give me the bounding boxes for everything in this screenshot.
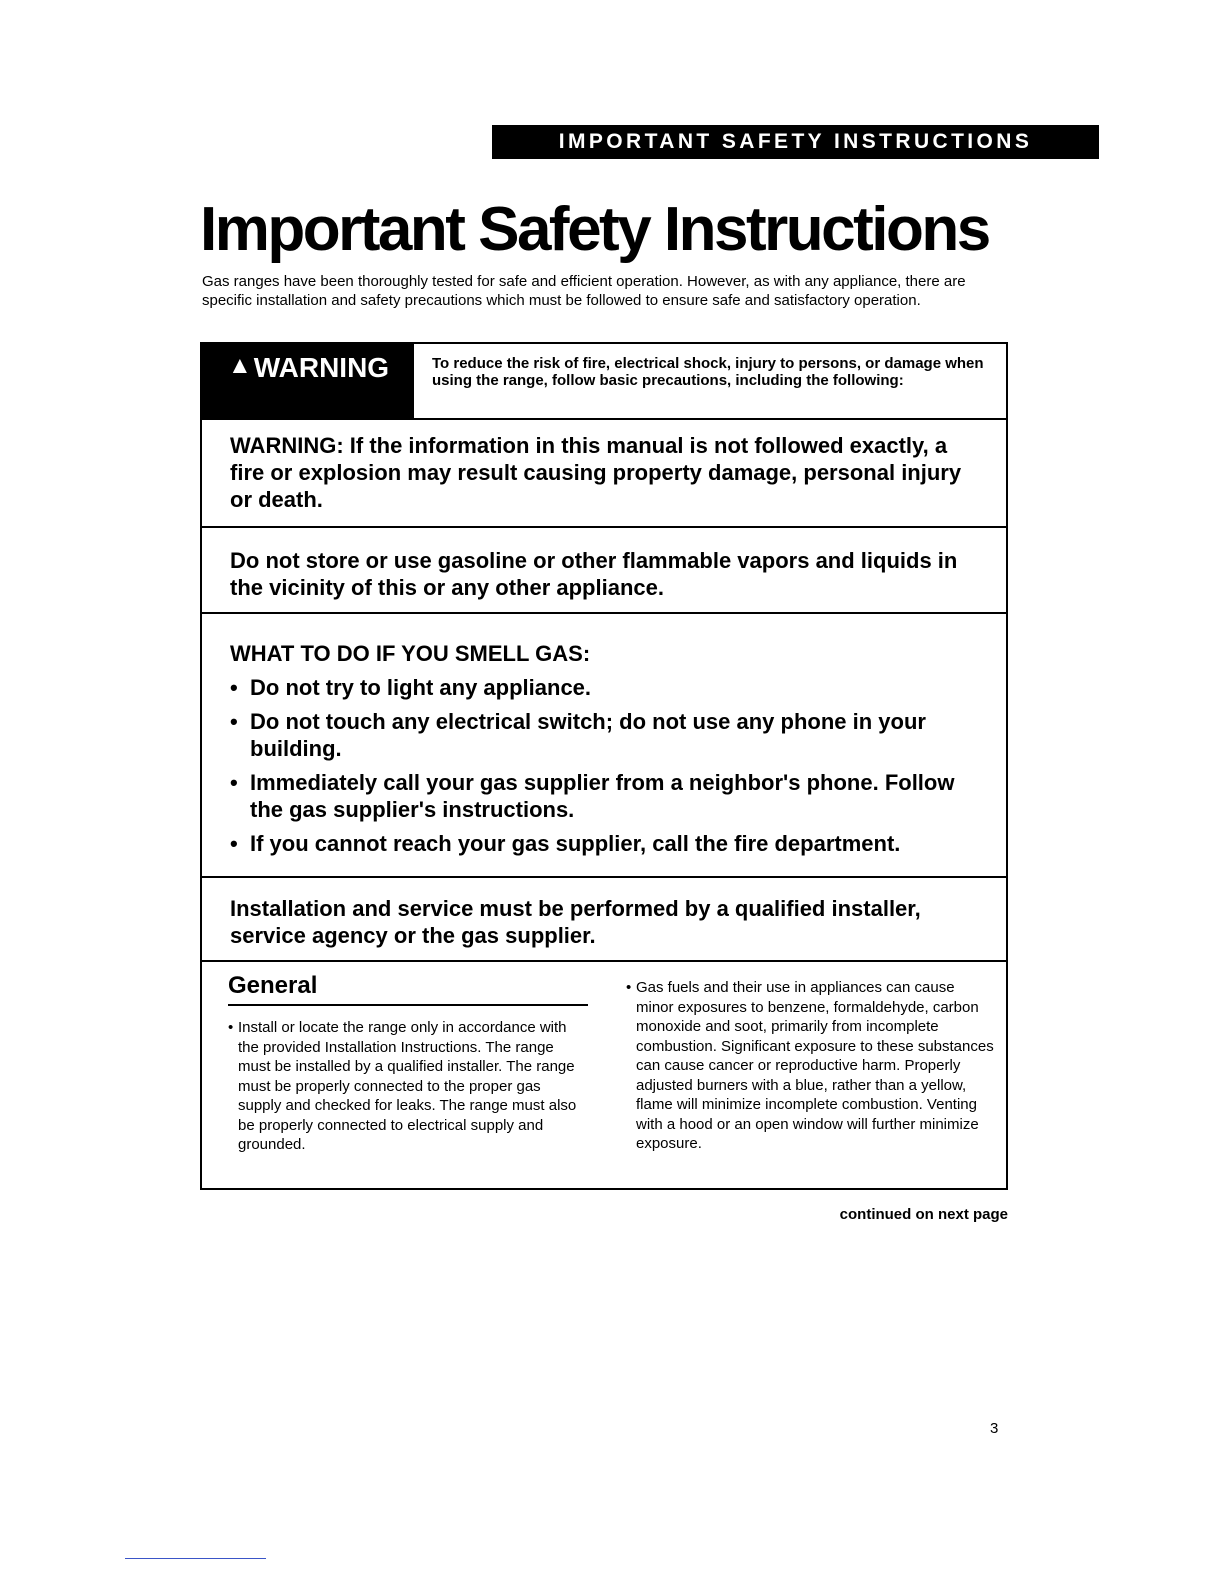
bullet: • bbox=[626, 979, 632, 996]
page-number: 3 bbox=[990, 1420, 999, 1437]
bullet: • bbox=[228, 1019, 234, 1036]
smell-gas-heading: WHAT TO DO IF YOU SMELL GAS: bbox=[230, 641, 591, 666]
general-right-column bbox=[626, 978, 994, 1154]
page-title: Important Safety Instructions bbox=[200, 195, 989, 264]
general-underline bbox=[228, 1004, 588, 1006]
list-item: • Immediately call your gas supplier from a neighbor's phone. Follow the gas supplier's instructions. bbox=[230, 769, 986, 823]
continued-note: continued on next page bbox=[839, 1206, 1008, 1223]
footnote-rule bbox=[125, 1558, 266, 1559]
safety-box bbox=[200, 420, 1008, 1190]
intro-paragraph: Gas ranges have been thoroughly tested for safe and efficient operation. However, as with any appliance, there are specific installation and safety precautions which must be followed to ensure safe and satisfactory operation. bbox=[202, 273, 966, 309]
list-item: • If you cannot reach your gas supplier, call the fire department. bbox=[230, 830, 986, 857]
warning-text: To reduce the risk of fire, electrical shock, injury to persons, or damage when using the range, follow basic precautions, including the following: bbox=[432, 355, 984, 389]
gasoline-warning: Do not store or use gasoline or other flammable vapors and liquids in the vicinity of this or any other appliance. bbox=[230, 548, 958, 600]
explosion-warning: WARNING: If the information in this manual is not followed exactly, a fire or explosion may result causing property damage, personal injury or death. bbox=[230, 433, 962, 512]
list-item: • Do not touch any electrical switch; do not use any phone in your building. bbox=[230, 708, 986, 762]
header-banner: IMPORTANT SAFETY INSTRUCTIONS bbox=[492, 125, 1099, 159]
general-left-column bbox=[228, 1018, 588, 1155]
list-item: • Do not try to light any appliance. bbox=[230, 674, 986, 701]
divider bbox=[202, 612, 1006, 614]
divider bbox=[202, 960, 1006, 962]
divider bbox=[202, 876, 1006, 878]
warning-label: WARNING bbox=[253, 352, 390, 383]
warning-header bbox=[200, 342, 1008, 420]
warning-label-box bbox=[202, 344, 414, 418]
general-heading: General bbox=[228, 972, 318, 999]
divider bbox=[202, 526, 1006, 528]
warning-triangle-icon: ▲ bbox=[228, 352, 252, 379]
smell-gas-section bbox=[230, 640, 986, 857]
general-right-text: Gas fuels and their use in appliances can cause minor exposures to benzene, formaldehyde, carbon monoxide and soot, primarily from incomplete combustion. Significant exposure to these substances can cause cancer or reproductive harm. Properly adjusted burners with a blue, rather than a yellow, flame will minimize incomplete combustion. Venting with a hood or an open window will further minimize exposure. bbox=[636, 979, 994, 1152]
general-left-text: Install or locate the range only in accordance with the provided Installation Instructions. The range must be installed by a qualified installer. The range must be properly connected to the proper gas supply and checked for leaks. The range must also be properly connected to electrical supply and grounded. bbox=[238, 1019, 577, 1153]
installation-warning: Installation and service must be performed by a qualified installer, service agency or the gas supplier. bbox=[230, 896, 921, 948]
